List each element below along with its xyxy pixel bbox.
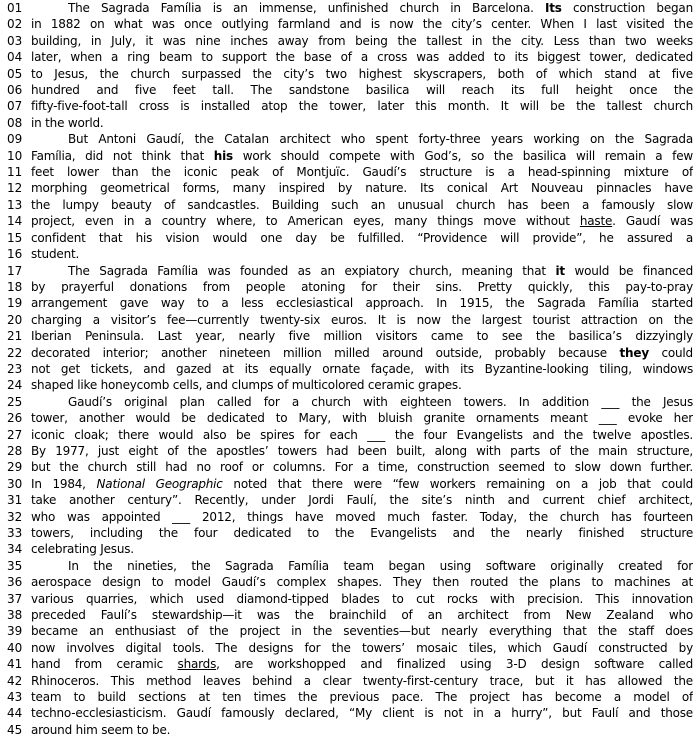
passage-line	[0, 623, 700, 639]
text-segment: project, even in a country where, to American eyes, many things move without	[31, 214, 580, 229]
passage-line	[0, 82, 700, 98]
text-segment: various quarries, which used diamond-tipped blades to cut rocks with precision. This innovation	[31, 591, 693, 606]
line-number: 16	[7, 247, 23, 262]
passage-line	[0, 673, 700, 689]
text-segment: Rhinoceros. This method leaves behind a clear twenty-first-century trace, but it has allowed the	[31, 673, 693, 688]
text-segment: , are workshopped and finalized using 3-D design software called	[216, 657, 693, 672]
text-segment: evoke her	[616, 411, 693, 426]
passage-line	[0, 230, 700, 246]
text-segment: shaped like honeycomb cells, and clumps of multicolored ceramic grapes.	[31, 378, 462, 393]
text-segment: Gaudí’s original plan called for a church with eighteen towers. In addition	[68, 394, 602, 409]
cloze-blank: ___	[367, 427, 386, 442]
line-text	[31, 607, 693, 623]
text-segment: towers, including the four dedicated to the Evangelists and the nearly finished structure	[31, 526, 693, 540]
line-text	[31, 82, 693, 98]
text-segment: preceded Faulí’s stewardship—it was the brainchild of an architect from New Zealand who	[31, 608, 693, 623]
line-number: 20	[7, 312, 23, 327]
passage-line	[0, 0, 700, 16]
text-segment: charging a visitor’s fee—currently twenty-six euros. It is now the largest tourist attraction on the	[31, 312, 693, 327]
line-number: 18	[7, 279, 23, 294]
line-text	[31, 213, 693, 229]
line-text	[31, 689, 693, 705]
text-segment: Família, did not think that	[31, 148, 214, 163]
passage-line	[0, 607, 700, 623]
line-number: 07	[7, 99, 23, 114]
text-segment: In 1984,	[31, 476, 97, 491]
text-segment: by prayerful donations from people atoning for their sins. Pretty quickly, this pay-to-pray	[31, 279, 693, 294]
line-number: 45	[7, 722, 23, 737]
line-text	[31, 623, 693, 639]
text-segment: The Sagrada Família was founded as an expiatory church, meaning that	[68, 263, 556, 278]
line-text	[31, 164, 693, 180]
line-text	[31, 394, 693, 410]
line-number: 13	[7, 197, 23, 212]
text-segment: in the world.	[31, 115, 104, 130]
line-number: 06	[7, 83, 23, 98]
passage-line	[0, 558, 700, 574]
line-number: 21	[7, 329, 23, 344]
line-text	[31, 230, 693, 246]
text-segment: feet lower than the iconic peak of Montjuïc. Gaudí’s structure is a head-spinning mixture of	[31, 165, 693, 180]
text-segment: iconic cloak; there would also be spires for each	[31, 427, 368, 442]
passage-line	[0, 656, 700, 672]
line-text	[31, 640, 693, 656]
line-text	[31, 509, 693, 525]
line-number: 26	[7, 411, 23, 426]
line-number: 09	[7, 132, 23, 147]
text-segment: not get tickets, and gazed at its equally ornate façade, with its Byzantine-looking tiling, windows	[31, 361, 693, 376]
line-number: 24	[7, 378, 23, 393]
text-segment: fifty-five-foot-tall cross is installed atop the tower, later this month. It will be the tallest church	[31, 99, 693, 114]
text-segment: The Sagrada Família is an immense, unfinished church in Barcelona.	[68, 1, 545, 15]
text-segment: building, in July, it was nine inches away from being the tallest in the city. Less than two weeks	[31, 33, 693, 48]
line-number: 37	[7, 591, 23, 606]
line-number: 01	[7, 1, 23, 15]
passage-line	[0, 328, 700, 344]
text-segment: Its	[544, 1, 562, 15]
passage-line	[0, 263, 700, 279]
line-text	[31, 98, 693, 114]
text-segment: would be financed	[564, 263, 693, 278]
text-segment: the lumpy beauty of sandcastles. Building such an unusual church has been a famously slow	[31, 197, 693, 212]
line-number: 32	[7, 509, 23, 524]
passage-line	[0, 394, 700, 410]
passage-line	[0, 16, 700, 32]
line-text	[31, 361, 693, 377]
text-segment: construction began	[561, 1, 693, 15]
passage-line	[0, 705, 700, 721]
line-number: 38	[7, 608, 23, 623]
passage-line	[0, 131, 700, 147]
line-text	[31, 410, 693, 426]
passage-line	[0, 148, 700, 164]
text-segment: Iberian Peninsula. Last year, nearly five million visitors came to see the basilica’s dizzyingly	[31, 329, 693, 344]
text-segment: hand from ceramic	[31, 657, 178, 672]
passage-line	[0, 377, 700, 393]
passage-line	[0, 574, 700, 590]
text-segment: 2012, things have moved much faster. Today, the church has fourteen	[190, 509, 693, 524]
line-number: 05	[7, 66, 23, 81]
line-number: 25	[7, 394, 23, 409]
passage-line	[0, 427, 700, 443]
passage-line	[0, 361, 700, 377]
text-segment: to Jesus, the church surpassed the city’s two highest skyscrapers, both of which stand at five	[31, 66, 693, 81]
line-number: 14	[7, 214, 23, 229]
line-number: 39	[7, 624, 23, 639]
text-segment: his	[213, 148, 233, 163]
passage-line	[0, 246, 700, 262]
line-text	[31, 492, 693, 508]
line-text	[31, 148, 693, 164]
line-number: 31	[7, 493, 23, 508]
line-number: 27	[7, 427, 23, 442]
line-number: 28	[7, 443, 23, 458]
line-number: 42	[7, 673, 23, 688]
line-number: 15	[7, 230, 23, 245]
text-segment: later, when a ring beam to support the base of a cross was added to its biggest tower, dedicated	[31, 50, 693, 65]
line-text	[31, 377, 693, 393]
line-number: 36	[7, 575, 23, 590]
line-number: 12	[7, 181, 23, 196]
passage-line	[0, 591, 700, 607]
passage-line	[0, 541, 700, 557]
line-number: 10	[7, 148, 23, 163]
passage-line	[0, 722, 700, 738]
line-text	[31, 49, 693, 65]
cloze-blank: ___	[598, 411, 617, 426]
line-text	[31, 197, 693, 213]
passage-line	[0, 312, 700, 328]
passage-line	[0, 279, 700, 295]
text-segment: By 1977, just eight of the apostles’ towers had been built, along with parts of the main structure,	[31, 443, 693, 458]
text-segment: became an enthusiast of the project in the seventies—but nearly everything that the staff does	[31, 624, 693, 639]
text-segment: they	[619, 345, 649, 360]
line-text	[31, 246, 693, 262]
passage-line	[0, 525, 700, 541]
text-segment: now involves digital tools. The designs for the towers’ mosaic tiles, which Gaudí constructed by	[31, 640, 693, 655]
text-segment: could	[648, 345, 693, 360]
passage-line	[0, 476, 700, 492]
passage-line	[0, 164, 700, 180]
text-segment: hundred and five feet tall. The sandstone basilica will reach its full height once the	[31, 83, 693, 98]
line-number: 11	[7, 165, 23, 180]
line-text	[31, 427, 693, 443]
line-text	[31, 574, 693, 590]
cloze-blank: ___	[601, 394, 620, 409]
passage-line	[0, 197, 700, 213]
line-text	[31, 115, 693, 131]
passage-line	[0, 443, 700, 459]
line-text	[31, 476, 693, 492]
line-text	[31, 558, 693, 574]
text-segment: But Antoni Gaudí, the Catalan architect who spent forty-three years working on the Sagrada	[68, 132, 693, 147]
text-segment: the four Evangelists and the twelve apostles.	[385, 427, 693, 442]
line-number: 33	[7, 526, 23, 540]
text-segment: tower, another would be dedicated to Mary, with bluish granite ornaments meant	[31, 411, 599, 426]
passage-line	[0, 689, 700, 705]
line-text	[31, 705, 693, 721]
passage-line	[0, 180, 700, 196]
text-segment: around him seem to be.	[31, 722, 171, 737]
line-text	[31, 33, 693, 49]
text-segment: team to build sections at ten times the previous pace. The project has become a model of	[31, 690, 693, 705]
passage-line	[0, 115, 700, 131]
line-number: 30	[7, 476, 23, 491]
line-text	[31, 328, 693, 344]
text-segment: aerospace design to model Gaudí’s complex shapes. They then routed the plans to machines at	[31, 575, 693, 590]
passage-line	[0, 345, 700, 361]
text-segment: in 1882 on what was once outlying farmland and is now the city’s center. When I last visited the	[31, 17, 693, 32]
text-segment: decorated interior; another nineteen million milled around outside, probably because	[31, 345, 620, 360]
line-text	[31, 16, 693, 32]
text-segment: morphing geometrical forms, many inspired by nature. Its conical Art Nouveau pinnacles have	[31, 181, 693, 196]
line-number: 08	[7, 115, 23, 130]
passage-line	[0, 213, 700, 229]
line-number: 03	[7, 33, 23, 48]
line-text	[31, 263, 693, 279]
text-segment: haste	[579, 214, 613, 229]
text-segment: it	[555, 263, 565, 278]
line-number: 04	[7, 50, 23, 65]
text-segment: take another century”. Recently, under Jordi Faulí, the site’s ninth and current chief architect,	[31, 493, 693, 508]
line-number: 29	[7, 460, 23, 475]
text-segment: the Jesus	[619, 394, 693, 409]
line-text	[31, 591, 693, 607]
passage-line	[0, 66, 700, 82]
line-number: 40	[7, 640, 23, 655]
text-segment: arrangement gave way to a less ecclesiastical approach. In 1915, the Sagrada Família started	[31, 296, 693, 311]
text-segment: who was appointed	[31, 509, 173, 524]
text-segment: shards	[177, 657, 217, 672]
text-segment: noted that there were “few workers remaining on a job that could	[222, 476, 693, 491]
line-text	[31, 525, 693, 541]
line-number: 02	[7, 17, 23, 32]
line-number: 35	[7, 558, 23, 573]
line-text	[31, 459, 693, 475]
passage-line	[0, 49, 700, 65]
line-text	[31, 541, 693, 557]
cloze-blank: ___	[172, 509, 191, 524]
line-number: 41	[7, 657, 23, 672]
line-number: 23	[7, 361, 23, 376]
line-text	[31, 722, 693, 738]
line-number: 22	[7, 345, 23, 360]
text-segment: techno-ecclesiasticism. Gaudí famously declared, “My client is not in a hurry”, but Faulí and those	[31, 706, 693, 721]
text-segment: work should compete with God’s, so the basilica will remain a few	[233, 148, 693, 163]
text-segment: . Gaudí was	[612, 214, 693, 229]
text-segment: student.	[31, 247, 80, 262]
line-number: 43	[7, 690, 23, 705]
line-text	[31, 295, 693, 311]
line-text	[31, 656, 693, 672]
line-number: 44	[7, 706, 23, 721]
line-text	[31, 279, 693, 295]
passage-line	[0, 295, 700, 311]
passage-line	[0, 410, 700, 426]
text-segment: confident that his vision would one day be fulfilled. “Providence will provide”, he assured a	[31, 230, 693, 245]
passage-line	[0, 33, 700, 49]
passage-line	[0, 98, 700, 114]
line-text	[31, 312, 693, 328]
passage-line	[0, 492, 700, 508]
line-text	[31, 673, 693, 689]
text-segment: National Geographic	[96, 476, 223, 491]
line-number: 34	[7, 542, 23, 557]
line-text	[31, 345, 693, 361]
text-segment: celebrating Jesus.	[31, 542, 134, 557]
line-text	[31, 443, 693, 459]
text-segment: but the church still had no roof or columns. For a time, construction seemed to slow down further.	[31, 460, 693, 475]
line-number: 19	[7, 296, 23, 311]
line-number: 17	[7, 263, 23, 278]
passage-line	[0, 509, 700, 525]
passage-line	[0, 459, 700, 475]
passage-line	[0, 640, 700, 656]
line-text	[31, 180, 693, 196]
line-text	[31, 66, 693, 82]
text-segment: In the nineties, the Sagrada Família team began using software originally created for	[68, 558, 693, 573]
line-text	[31, 0, 693, 16]
line-text	[31, 131, 693, 147]
